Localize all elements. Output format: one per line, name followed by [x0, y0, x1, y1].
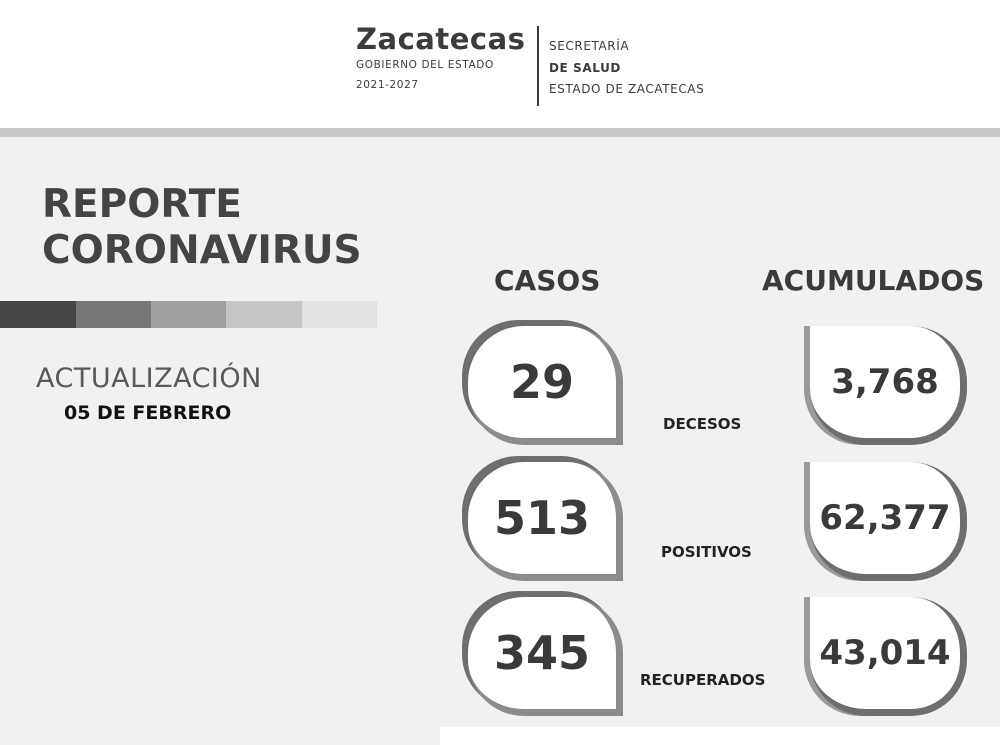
recuperados-acumulados-value: 43,014	[810, 597, 967, 716]
estado-line: ESTADO DE ZACATECAS	[549, 82, 705, 96]
decesos-label: DECESOS	[663, 415, 742, 433]
positivos-casos-value: 513	[468, 462, 623, 581]
government-subtitle: GOBIERNO DEL ESTADO	[356, 59, 494, 71]
government-term: 2021-2027	[356, 79, 419, 91]
update-label: ACTUALIZACIÓN	[36, 363, 262, 394]
recuperados-label: RECUPERADOS	[640, 671, 766, 689]
update-date: 05 DE FEBRERO	[64, 402, 232, 424]
decesos-casos-value: 29	[468, 326, 623, 445]
report-title-line1: REPORTE	[42, 182, 242, 227]
logo-divider	[537, 26, 539, 106]
salud-line: DE SALUD	[549, 61, 621, 75]
recuperados-casos-value: 345	[468, 597, 623, 716]
casos-header: CASOS	[494, 264, 601, 297]
header-divider	[0, 128, 1000, 137]
decesos-acumulados-value: 3,768	[810, 326, 967, 445]
gradient-bar-segment	[226, 301, 302, 328]
gradient-bar-segment	[76, 301, 151, 328]
government-logo-name: Zacatecas	[356, 22, 526, 56]
report-title-line2: CORONAVIRUS	[42, 228, 362, 273]
gradient-bar-segment	[302, 301, 377, 328]
gradient-bar-segment	[151, 301, 226, 328]
acumulados-header: ACUMULADOS	[762, 264, 985, 297]
secretaria-line: SECRETARÍA	[549, 39, 630, 53]
gradient-bar-segment	[0, 301, 76, 328]
bottom-strip	[440, 727, 1000, 745]
positivos-acumulados-value: 62,377	[810, 462, 967, 581]
positivos-label: POSITIVOS	[661, 543, 752, 561]
